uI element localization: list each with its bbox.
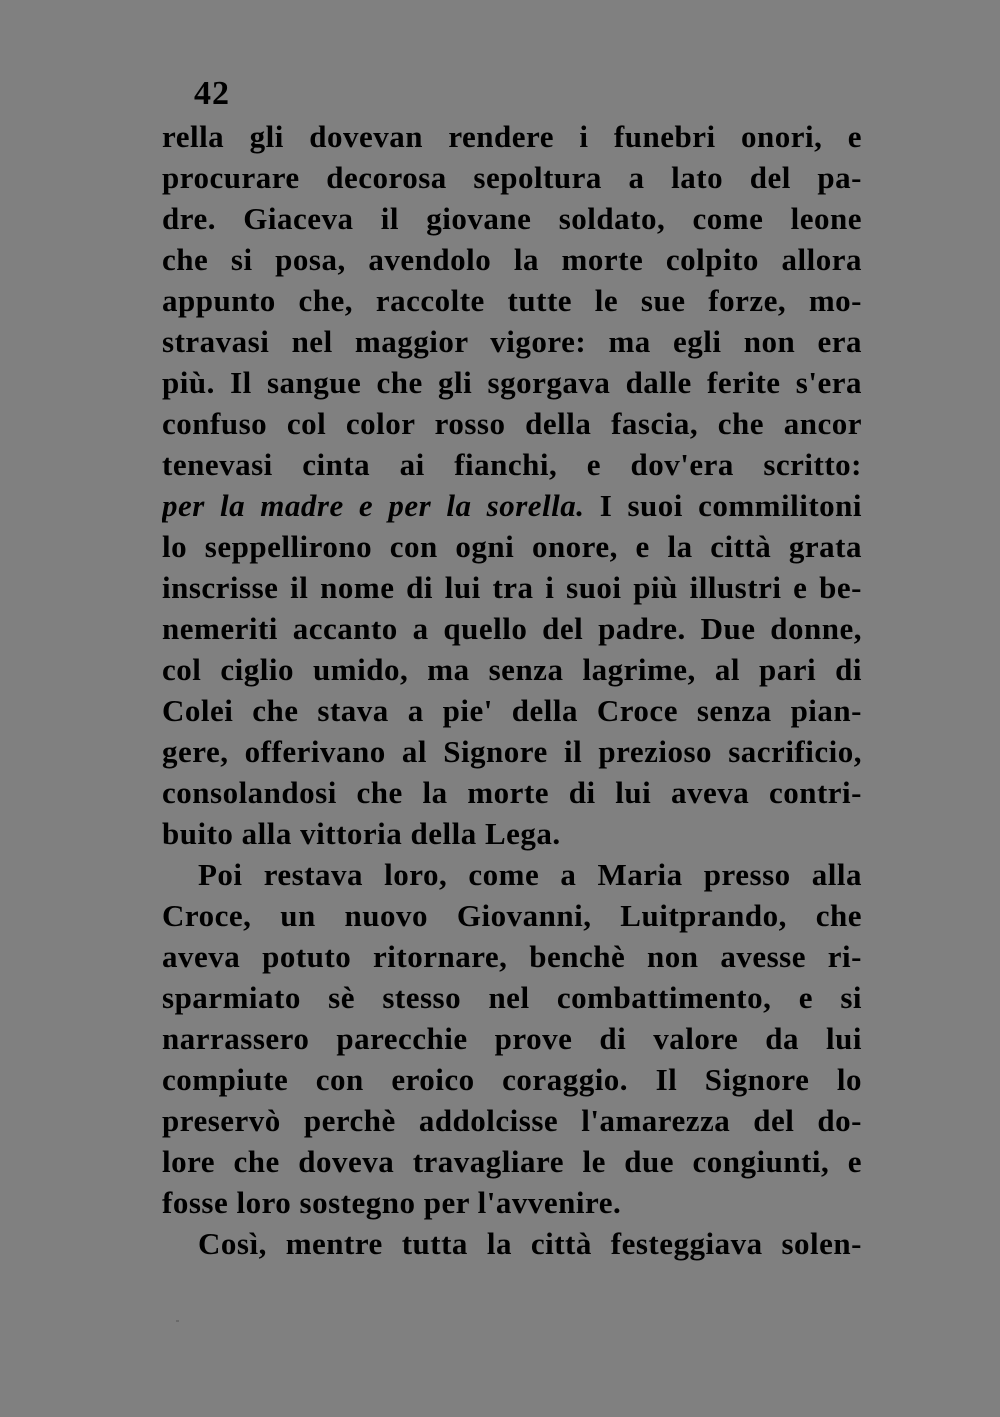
- text-line: col ciglio umido, ma senza lagrime, al pari di: [162, 652, 862, 687]
- text-line-rest: I suoi commilitoni: [584, 488, 862, 523]
- text-line: Colei che stava a pie' della Croce senza pian-: [162, 693, 862, 728]
- text-line: appunto che, raccolte tutte le sue forze, mo-: [162, 283, 862, 318]
- text-line: più. Il sangue che gli sgorgava dalle ferite s'era: [162, 365, 862, 400]
- text-line: gere, offerivano al Signore il prezioso sacrificio,: [162, 734, 862, 769]
- text-line: narrassero parecchie prove di valore da lui: [162, 1021, 862, 1056]
- text-line: compiute con eroico coraggio. Il Signore lo: [162, 1062, 862, 1097]
- text-line: lore che doveva travagliare le due congiunti, e: [162, 1144, 862, 1179]
- text-line: sparmiato sè stesso nel combattimento, e si: [162, 980, 862, 1015]
- text-line: Croce, un nuovo Giovanni, Luitprando, che: [162, 898, 862, 933]
- text-line: tenevasi cinta ai fianchi, e dov'era scritto:: [162, 447, 862, 482]
- text-line: preservò perchè addolcisse l'amarezza del do-: [162, 1103, 862, 1138]
- text-line: procurare decorosa sepoltura a lato del pa-: [162, 160, 862, 195]
- text-line: consolandosi che la morte di lui aveva contri-: [162, 775, 862, 810]
- text-line-paragraph-start: Poi restava loro, come a Maria presso alla: [198, 857, 862, 892]
- text-line: inscrisse il nome di lui tra i suoi più illustri e be-: [162, 570, 862, 605]
- page-number: 42: [194, 75, 230, 112]
- text-line-paragraph-start: Così, mentre tutta la città festeggiava solen-: [198, 1226, 862, 1261]
- text-line-with-italic: [162, 485, 862, 526]
- text-line: lo seppellirono con ogni onore, e la città grata: [162, 529, 862, 564]
- text-line: rella gli dovevan rendere i funebri onori, e: [162, 119, 862, 154]
- text-line: stravasi nel maggior vigore: ma egli non era: [162, 324, 862, 359]
- text-line: nemeriti accanto a quello del padre. Due donne,: [162, 611, 862, 646]
- text-line: aveva potuto ritornare, benchè non avesse ri-: [162, 939, 862, 974]
- text-line-paragraph-end: fosse loro sostegno per l'avvenire.: [162, 1185, 622, 1220]
- italic-motto: per la madre e per la sorella.: [162, 488, 585, 523]
- text-line: dre. Giaceva il giovane soldato, come leone: [162, 201, 862, 236]
- text-line-paragraph-end: buito alla vittoria della Lega.: [162, 816, 561, 851]
- body-text: [162, 116, 862, 1264]
- text-line: confuso col color rosso della fascia, che ancor: [162, 406, 862, 441]
- scan-speck: [176, 1320, 179, 1322]
- text-line: che si posa, avendolo la morte colpito allora: [162, 242, 862, 277]
